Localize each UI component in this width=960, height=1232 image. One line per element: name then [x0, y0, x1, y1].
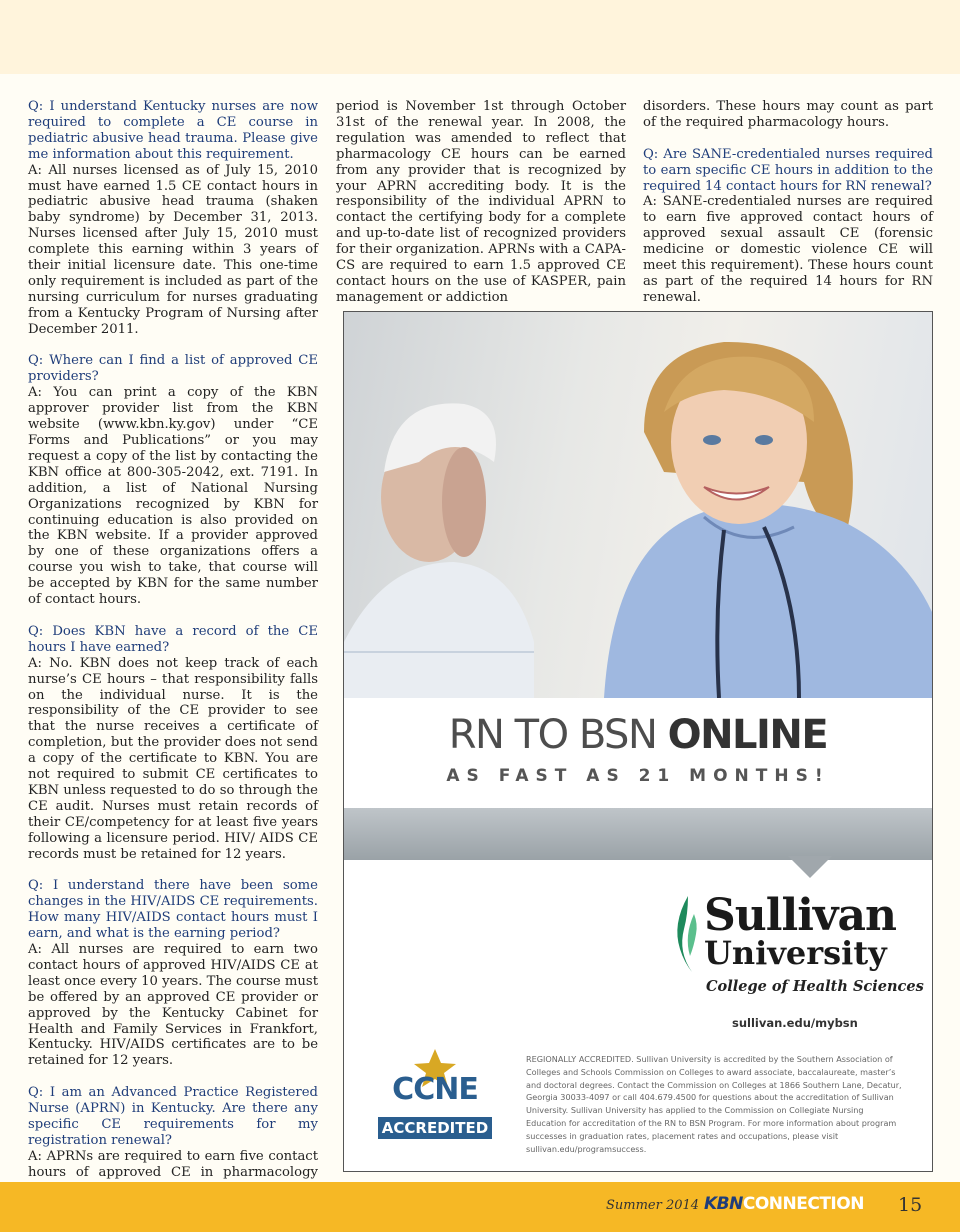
answer: A: APRNs are required to earn five contact hours of approved CE in pharmacology	[28, 1148, 318, 1180]
answer: A: You can print a copy of the KBN approver provider list from the KBN website (www.kbn.ky.gov) under “CE Forms and Publications” or you may request a copy of the list by contacting the KBN office at 800-305-2042, ext. 7191. In addition, a list of National Nursing Organizations recognized by KBN for continuing education is also provided on the KBN website. If a provider approved by one of these organizations offers a course you wish to take, that course will be accepted by KBN for the same number of contact hours.	[28, 385, 318, 608]
issue-season: Summer 2014	[606, 1198, 700, 1213]
column-1	[28, 99, 318, 1228]
answer: A: All nurses licensed as of July 15, 2010 must have earned 1.5 CE contact hours in pediatric abusive head trauma (shaken baby syndrome) by December 31, 2013. Nurses licensed after July 15, 2010 must complete this earning within 3 years of their initial licensure date. This one-time only requirement is included as part of the nursing curriculum for nurses graduating from a Kentucky Program of Nursing after December 2011.	[28, 162, 318, 337]
ad-photo	[344, 312, 932, 698]
ccne-text: CCNE	[392, 1072, 478, 1107]
brand-connection: CONNECTION	[742, 1194, 864, 1214]
qa-item	[643, 147, 933, 306]
answer: A: No. KBN does not keep track of each nurse’s CE hours – that responsibility falls on the individual nurse. It is the responsibility of the CE provider to see that the nurse receives a certificate of completion, but the provider does not send a copy of the certificate to KBN. You are not required to submit CE certificates to KBN unless requested to do so through the CE audit. Nurses must retain records of their CE/competency for at least five years following a licensure period. HIV/ AIDS CE records must be retained for 12 years.	[28, 655, 318, 862]
footer-bar	[0, 1182, 960, 1232]
qa-item	[28, 624, 318, 863]
ad-headline-area	[344, 698, 932, 808]
ccne-badge	[376, 1047, 494, 1143]
question: Q: I understand Kentucky nurses are now required to complete a CE course in pediatric abusive head trauma. Please give me information about this requirement.	[28, 99, 318, 162]
question: Q: Does KBN have a record of the CE hours I have earned?	[28, 623, 318, 655]
logo-college: College of Health Sciences	[706, 978, 924, 995]
question: Q: I am an Advanced Practice Registered Nurse (APRN) in Kentucky. Are there any specific CE requirements for my registration renewal?	[28, 1085, 318, 1148]
brand-kbn: KBN	[704, 1194, 743, 1214]
answer: A: SANE-credentialed nurses are required to earn five approved contact hours of approved sexual assault CE (forensic medicine or domestic violence CE will meet this requirement). These hours count as part of the required 14 hours for RN renewal.	[643, 194, 933, 305]
page-number: 15	[898, 1194, 923, 1216]
question: Q: Where can I find a list of approved CE providers?	[28, 353, 318, 385]
question: Q: I understand there have been some changes in the HIV/AIDS CE requirements. How many HIV/AIDS contact hours must I earn, and what is the earning period?	[28, 878, 318, 942]
qa-item	[28, 878, 318, 1069]
accreditation-fine-print: REGIONALLY ACCREDITED. Sullivan University is accredited by the Southern Association of Colleges and Schools Commission on Colleges to award associate, baccalaureate, master’s and doctoral degrees. Contact the Commission on Colleges at 1866 Southern Lane, Decatur, Georgia 30033-4097 or call 404.679.4500 for questions about the accreditation of Sullivan University. Sullivan University has applied to the Commission on Collegiate Nursing Education for accreditation of the RN to BSN Program. For more information about program successes in graduation rates, placement rates and occupations, please visit sullivan.edu/programsuccess.	[526, 1054, 902, 1154]
answer-continued: disorders. These hours may count as part of the required pharmacology hours.	[643, 99, 933, 130]
nurse-patient-illustration	[344, 312, 932, 698]
question: Q: Are SANE-credentialed nurses required to earn specific CE hours in addition to the required 14 contact hours for RN renewal?	[643, 146, 933, 194]
logo-university: University	[704, 934, 887, 972]
flame-logo-icon	[670, 894, 700, 974]
logo-sullivan: Sullivan	[704, 890, 896, 941]
ad-url-link[interactable]: sullivan.edu/mybsn	[732, 1016, 858, 1030]
ad-headline	[344, 712, 932, 758]
headline-bold: ONLINE	[667, 712, 828, 758]
publication-brand	[704, 1194, 864, 1214]
top-band	[0, 0, 960, 74]
column-3	[643, 99, 933, 322]
qa-item	[28, 353, 318, 608]
strip-notch	[788, 856, 832, 878]
advertisement[interactable]	[343, 311, 933, 1172]
ccne-accredited: ACCREDITED	[378, 1117, 492, 1139]
column-2	[336, 99, 626, 322]
qa-item	[28, 99, 318, 338]
decorative-strip	[344, 808, 932, 860]
ad-subhead: AS FAST AS 21 MONTHS!	[446, 766, 830, 786]
headline-light: RN TO BSN	[448, 712, 668, 758]
answer: A: All nurses are required to earn two contact hours of approved HIV/AIDS CE at least once every 10 years. The course must be offered by an approved CE provider or approved by the Kentucky Cabinet for Health and Family Services in Frankfort, Kentucky. HIV/AIDS certificates are to be retained for 12 years.	[28, 941, 318, 1069]
answer-continued: period is November 1st through October 31st of the renewal year. In 2008, the regulation was amended to reflect that pharmacology CE hours can be earned from any provider that is recognized by your APRN accrediting body. It is the responsibility of the individual APRN to contact the certifying body for a complete and up-to-date list of recognized providers for their organization. APRNs with a CAPA-CS are required to earn 1.5 approved CE contact hours on the use of KASPER, pain management or addiction	[336, 99, 626, 305]
